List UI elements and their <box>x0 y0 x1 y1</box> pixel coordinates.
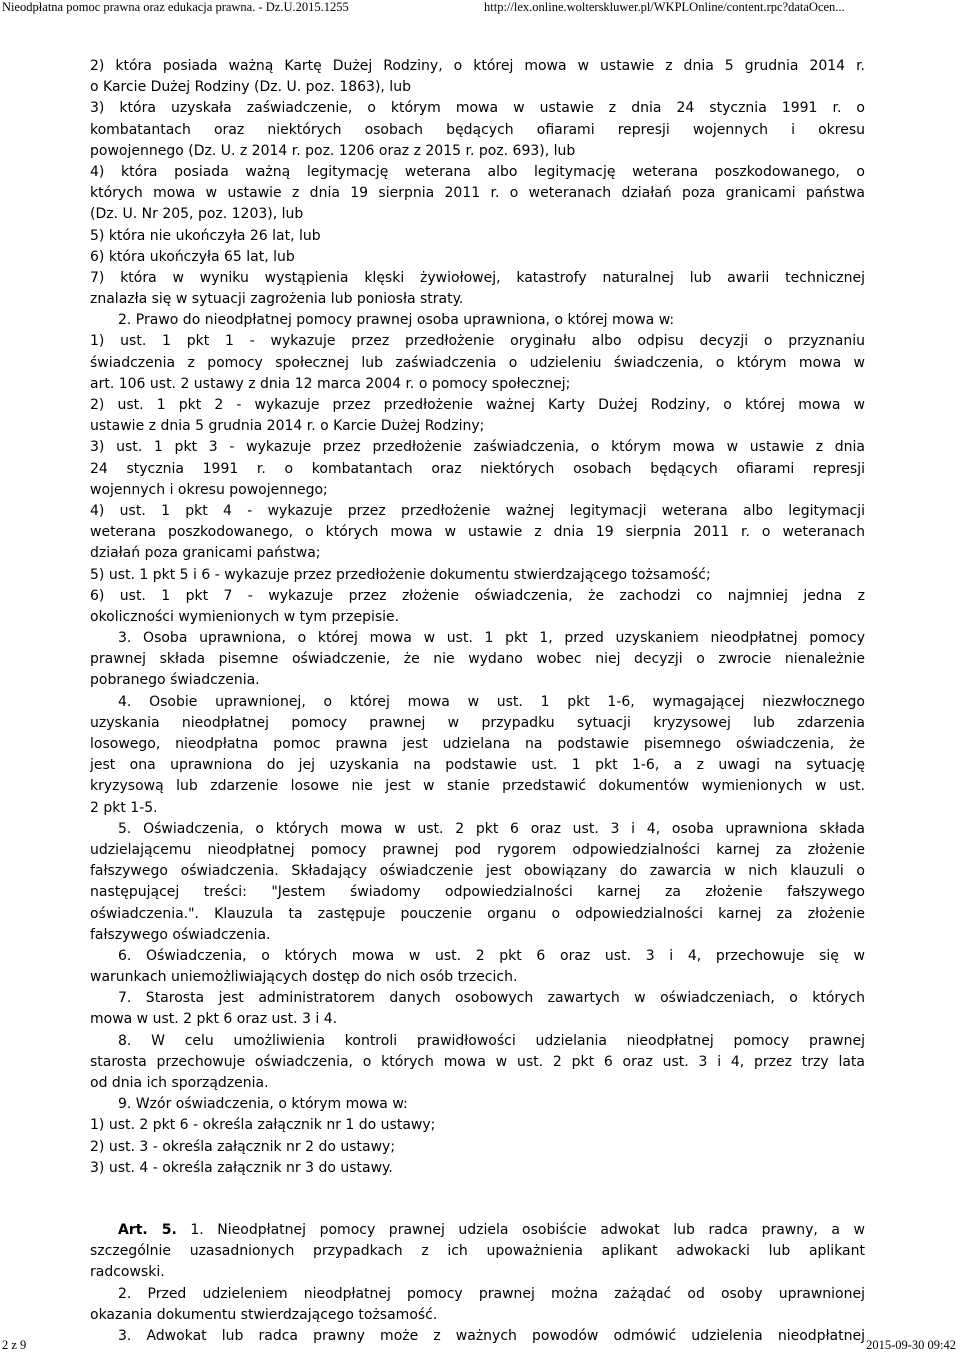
text-line: 3) ust. 1 pkt 3 - wykazuje przez przedłożenie zaświadczenia, o którym mowa w ustawie z dnia <box>90 439 865 456</box>
text-line: uzyskania nieodpłatnej pomocy prawnej w przypadku sytuacji kryzysowej lub zdarzenia <box>90 714 865 731</box>
text-line: oświadczenia.". Klauzula ta zastępuje pouczenie organu o odpowiedzialności karnej za złożenie <box>90 905 865 922</box>
text-line: 3) ust. 4 - określa załącznik nr 3 do ustawy. <box>90 1159 393 1176</box>
document-body <box>90 56 865 1347</box>
text-line: okoliczności wymienionych w tym przepisie. <box>90 608 400 625</box>
text-line: 24 stycznia 1991 r. o kombatantach oraz niektórych osobach będących ofiarami represji <box>90 460 865 477</box>
text-line: fałszywego oświadczenia. Składający oświadczenie jest obowiązany do zawarcia w nich klauzuli o <box>90 863 865 880</box>
text-line: 2) która posiada ważną Kartę Dużej Rodziny, o której mowa w ustawie z dnia 5 grudnia 2014 r. <box>90 58 865 74</box>
article-5-text: 1. Nieodpłatnej pomocy prawnej udziela osobiście adwokat lub radca prawny, a w <box>176 1221 865 1238</box>
text-line: 4) która posiada ważną legitymację weterana albo legitymację weterana poszkodowanego, o <box>90 163 865 180</box>
text-line: 2) ust. 1 pkt 2 - wykazuje przez przedłożenie ważnej Karty Dużej Rodziny, o której mowa w <box>90 397 865 413</box>
text-line: świadczenia z pomocy społecznej lub zaświadczenia o udzieleniu świadczenia, o którym mowa w <box>90 354 865 371</box>
text-line: ustawie z dnia 5 grudnia 2014 r. o Karcie Dużej Rodziny; <box>90 418 485 435</box>
text-line: od dnia ich sporządzenia. <box>90 1075 269 1091</box>
article-5-first-line <box>90 1220 865 1241</box>
page-header <box>0 0 960 14</box>
text-line: weterana poszkodowanego, o których mowa w ustawie z dnia 19 sierpnia 2011 r. o weteranach <box>90 524 865 541</box>
text-line: 3. Adwokat lub radca prawny może z ważnych powodów odmówić udzielenia nieodpłatnej <box>118 1327 865 1344</box>
text-line: 2. Prawo do nieodpłatnej pomocy prawnej osoba uprawniona, o której mowa w: <box>118 312 675 329</box>
text-line: losowego, nieodpłatna pomoc prawna jest udzielana na podstawie pisemnego oświadczenia, że <box>90 736 865 752</box>
text-line: warunkach uniemożliwiających dostęp do nich osób trzecich. <box>90 969 518 986</box>
text-line: których mowa w ustawie z dnia 19 sierpnia 2011 r. o weteranach działań poza granicami państwa <box>90 185 865 202</box>
header-url[interactable]: http://lex.online.wolterskluwer.pl/WKPLOnline/content.rpc?dataOcen... <box>484 0 845 14</box>
print-datetime: 2015-09-30 09:42 <box>866 1338 956 1352</box>
text-line: udzielającemu nieodpłatnej pomocy prawnej pod rygorem odpowiedzialności karnej za złożenie <box>90 841 865 858</box>
text-line: 1) ust. 1 pkt 1 - wykazuje przez przedłożenie oryginału albo odpisu decyzji o przyznaniu <box>90 333 865 350</box>
text-line: wojennych i okresu powojennego; <box>90 481 328 498</box>
text-line: okazania dokumentu stwierdzającego tożsamość. <box>90 1306 438 1323</box>
text-line: 8. W celu umożliwienia kontroli prawidłowości udzielania nieodpłatnej pomocy prawnej <box>118 1032 865 1049</box>
text-line: 5) która nie ukończyła 26 lat, lub <box>90 227 321 244</box>
text-line: prawnej składa pisemne oświadczenie, że nie wydano wobec niej decyzji o zwrocie nienależnie <box>90 651 865 668</box>
text-line: powojennego (Dz. U. z 2014 r. poz. 1206 oraz z 2015 r. poz. 693), lub <box>90 142 576 159</box>
text-line: 6) ust. 1 pkt 7 - wykazuje przez złożenie oświadczenia, że zachodzi co najmniej jedna z <box>90 587 865 604</box>
text-line: 3. Osoba uprawniona, o której mowa w ust. 1 pkt 1, przed uzyskaniem nieodpłatnej pomocy <box>118 630 865 647</box>
text-line: pobranego świadczenia. <box>90 672 260 689</box>
text-line: znalazła się w sytuacji zagrożenia lub poniosła straty. <box>90 291 464 308</box>
text-line: 6. Oświadczenia, o których mowa w ust. 2 pkt 6 oraz ust. 3 i 4, przechowuje się w <box>118 947 865 964</box>
text-line: 9. Wzór oświadczenia, o którym mowa w: <box>118 1096 408 1113</box>
text-line: 5. Oświadczenia, o których mowa w ust. 2 pkt 6 oraz ust. 3 i 4, osoba uprawniona składa <box>118 820 865 837</box>
text-line: szczególnie uzasadnionych przypadkach z ich upoważnienia aplikant adwokacki lub aplikant <box>90 1243 865 1260</box>
text-line: kryzysową lub zdarzenie losowe nie jest w stanie przedstawić dokumentów wymienionych w ust. <box>90 778 865 795</box>
text-line: 5) ust. 1 pkt 5 i 6 - wykazuje przez przedłożenie dokumentu stwierdzającego tożsamość; <box>90 566 711 583</box>
text-line: działań poza granicami państwa; <box>90 545 321 562</box>
text-line: art. 106 ust. 2 ustawy z dnia 12 marca 2004 r. o pomocy społecznej; <box>90 375 571 392</box>
text-line: 1) ust. 2 pkt 6 - określa załącznik nr 1 do ustawy; <box>90 1117 436 1134</box>
text-line: 2 pkt 1-5. <box>90 799 158 816</box>
text-line: 7. Starosta jest administratorem danych osobowych zawartych w oświadczeniach, o których <box>118 990 865 1007</box>
article-5-label: Art. 5. <box>118 1221 177 1238</box>
text-line: 2) ust. 3 - określa załącznik nr 2 do ustawy; <box>90 1138 396 1155</box>
text-line: 3) która uzyskała zaświadczenie, o którym mowa w ustawie z dnia 24 stycznia 1991 r. o <box>90 100 865 117</box>
text-line: o Karcie Dużej Rodziny (Dz. U. poz. 1863), lub <box>90 79 411 96</box>
text-line: jest ona uprawniona do jej uzyskania na podstawie ust. 1 pkt 1-6, a z uwagi na sytuację <box>90 757 865 774</box>
text-line: radcowski. <box>90 1264 165 1281</box>
page-counter: 2 z 9 <box>2 1338 27 1352</box>
text-line: (Dz. U. Nr 205, poz. 1203), lub <box>90 206 304 223</box>
text-line: 4) ust. 1 pkt 4 - wykazuje przez przedłożenie ważnej legitymacji weterana albo legitymacji <box>90 502 865 519</box>
header-title: Nieodpłatna pomoc prawna oraz edukacja prawna. - Dz.U.2015.1255 <box>2 0 349 14</box>
text-line: fałszywego oświadczenia. <box>90 926 271 943</box>
text-line: starosta przechowuje oświadczenia, o których mowa w ust. 2 pkt 6 oraz ust. 3 i 4, przez trzy lata <box>90 1053 865 1070</box>
text-line: kombatantach oraz niektórych osobach będących ofiarami represji wojennych i okresu <box>90 121 865 138</box>
section-gap <box>90 1179 865 1220</box>
text-line: następującej treści: "Jestem świadomy odpowiedzialności karnej za złożenie fałszywego <box>90 884 865 901</box>
text-line: 7) która w wyniku wystąpienia klęski żywiołowej, katastrofy naturalnej lub awarii technicznej <box>90 269 865 286</box>
text-line: 4. Osobie uprawnionej, o której mowa w ust. 1 pkt 1-6, wymagającej niezwłocznego <box>118 693 865 710</box>
text-line: 6) która ukończyła 65 lat, lub <box>90 248 295 265</box>
text-line: 2. Przed udzieleniem nieodpłatnej pomocy prawnej można zażądać od osoby uprawnionej <box>118 1285 865 1302</box>
page-footer <box>0 1338 960 1352</box>
text-line: mowa w ust. 2 pkt 6 oraz ust. 3 i 4. <box>90 1011 338 1028</box>
